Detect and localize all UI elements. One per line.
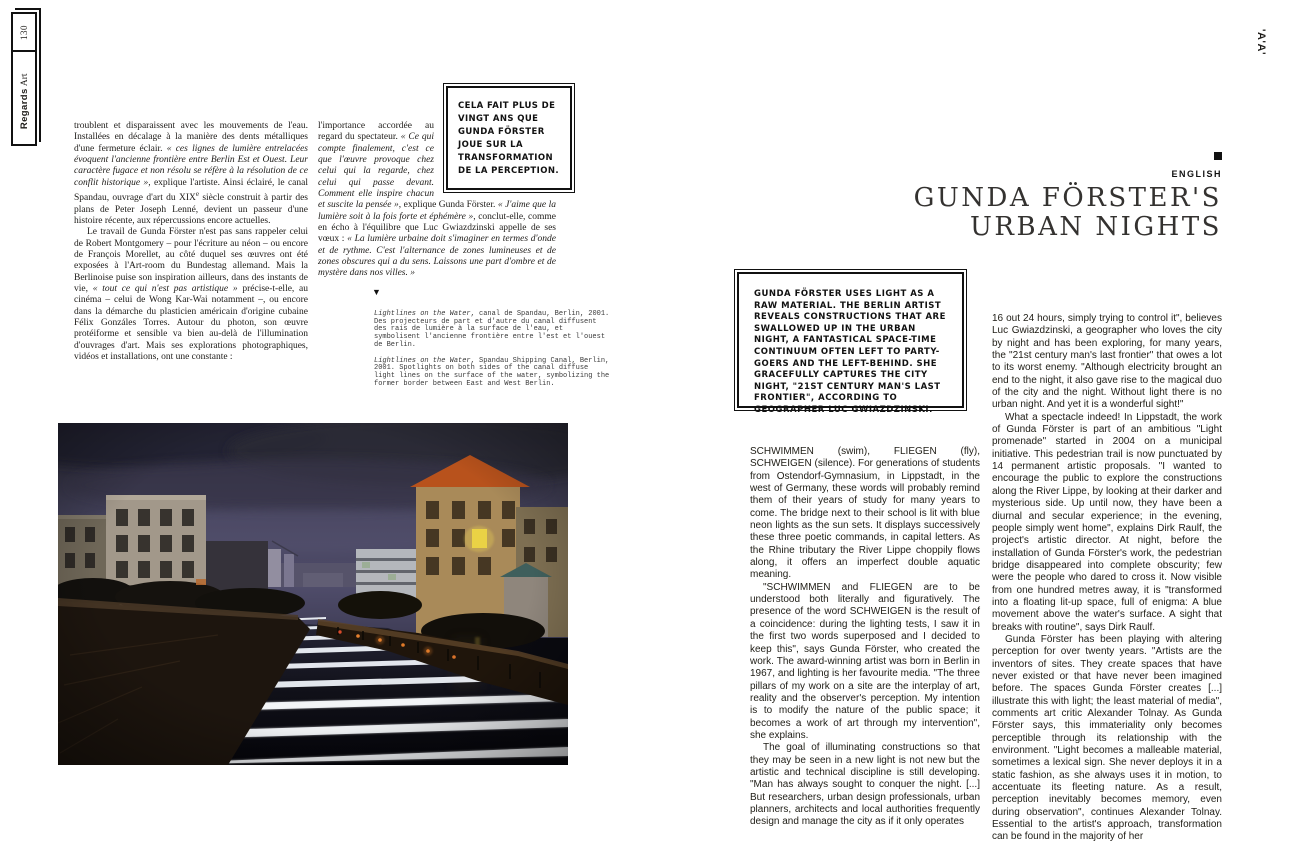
masthead-logo-text: 'A'A' [1255, 28, 1268, 56]
english-paragraph: The goal of illuminating constructions so that they may be seen in a new light is not new but the artistic and technical discipline is still developing. "Man has always sought to conquer the night. [...] But researchers, urban design professionals, urban planners, architects and local authorities frequently design and manage the city as if it only operates [750, 742, 980, 828]
french-column-1 [74, 121, 308, 363]
caption-marker-icon: ▼ [372, 287, 381, 297]
english-section-marker-icon [1214, 152, 1222, 160]
french-pull-quote-text: CELA FAIT PLUS DE VINGT ANS QUE GUNDA FÖRSTER JOUE SUR LA TRANSFORMATION DE LA PERCEPTION. [458, 101, 559, 176]
caption-french: Lightlines on the Water, canal de Spandau, Berlin, 2001. Des projecteurs de part et d'autre du canal diffusent des rais de lumière à la surface de l'eau, et symbolisent l'ancienne frontière entre l'est et l'ouest de Berlin. [374, 310, 610, 349]
canal-night-photo [58, 423, 568, 765]
english-section-flag [1171, 152, 1222, 182]
english-column-1 [750, 446, 980, 829]
photo-caption [374, 311, 610, 388]
english-paragraph: Gunda Förster has been playing with altering perception for over twenty years. "Artists are the inventors of sites. They create spaces that have never existed or that have never been imagined before. The spaces Gunda Förster creates [...] illustrate this with light; the least material of media", comments art critic Alexander Tolnay. As Gunda Förster says, this immateriality only becomes perceptible through its relationship with the environment. "Light becomes a malleable material, sometimes a lexical sign. She never deploys it in a static fashion, as she always uses it in motion, to accentuate its fleeting nature. As a result, perception inevitably becomes memory, even during observation", continues Alexander Tolnay. Essential to the artist's approach, transformation can be found in the majority of her [992, 633, 1222, 842]
english-pull-quote-text: GUNDA FÖRSTER USES LIGHT AS A RAW MATERIAL. THE BERLIN ARTIST REVEALS CONSTRUCTIONS THAT ARE SWALLOWED UP IN THE URBAN NIGHT, A FANTASTICAL SPACE-TIME CONTINUUM OFTEN LEFT TO PARTY-GOERS AND THE LEFT-BEHIND. SHE GRACEFULLY CAPTURES THE CITY NIGHT, "21ST CENTURY MAN'S LAST FRONTIER", ACCORDING TO GEOGRAPHER LUC GWIAZDZINSKI. [754, 289, 946, 415]
english-paragraph: 16 out 24 hours, simply trying to control it", believes Luc Gwiazdzinski, a geographer who loves the city by night and has been exploring, for many years, the "21st century man's last frontier" that owes a lot to its worst enemy. "Although electricity brought an end to the night, it also gave rise to the magical duo of the city and the night. Without light there is no urban night. And yet it is a wonderful sight!" [992, 313, 1222, 411]
article-title-line2: URBAN NIGHTS [969, 212, 1222, 242]
english-section-label: ENGLISH [1171, 169, 1222, 179]
french-paragraph: troublent et disparaissent avec les mouvements de l'eau. Installées en décalage à la manière des dents métalliques d'une fermeture éclair. « ces lignes de lumière entrelacées évoquent l'ancienne frontière entre Berlin Est et Ouest. Leur caractère fugace et non résolu se réfère à la résolution de ce conflit historique », explique l'artiste. Ainsi éclairé, le canal Spandau, ouvrage d'art du XIXe siècle construit à partir des plans de Peter Joseph Lenné, devient un passeur d'une histoire récente, aux répercussions encore actuelles. [74, 121, 308, 226]
english-paragraph: What a spectacle indeed! In Lippstadt, the work of Gunda Förster is part of an ambitious "Light promenade" started in 2004 on a municipal initiative. This pedestrian trail is now punctuated by 14 permanent artistic proposals. "I wanted to encourage the public to explore the constructions along the River Lippe, by looking at their darker and mysterious side. Up until now, they have been a diurnal and secular experience; in the evening, people simply went home", explains Dirk Raulf, the project's artistic director. At night, before the installation of Gunda Förster's work, the pedestrian bridge disappeared into complete obscurity; few were the people who dared to cross it. Now visible from one hundred metres away, it is "transformed into a floating lit-up space, full of enigma: A blue movement above the water's surface. A sight that breaks with routine", says Dirk Raulf. [992, 411, 1222, 633]
page-margin-tab [11, 12, 37, 146]
english-pull-quote-box [737, 272, 964, 415]
masthead-logo [1248, 24, 1272, 56]
english-paragraph: SCHWIMMEN (swim), FLIEGEN (fly), SCHWEIGEN (silence). For generations of students from Ostendorf-Gymnasium, in Lippstadt, in the west of Germany, these words will probably remind them of their years of study for many years to come. The bridge next to their school is lit with blue neon lights as the sun sets. It displays successively these three poetic commands, in capital letters. As the Rhine tributary the River Lippe choppily flows along, it offers an imperfect double aquatic meaning. [750, 446, 980, 581]
caption-english: Lightlines on the Water, Spandau Shipping Canal, Berlin, 2001. Spotlights on both sides of the canal diffuse light lines on the surface of the water, symbolizing the former border between East and West Berlin. [374, 356, 610, 388]
section-label: Regards [18, 88, 30, 130]
canal-night-photo-illustration [58, 423, 568, 765]
english-paragraph: "SCHWIMMEN and FLIEGEN are to be understood both literally and figuratively. The presence of the word SCHWEIGEN is the result of a coincidence: during the lighting tests, I saw it in the first two words superposed and I decided to keep this", says Gunda Förster, who created the work. The award-winning artist was born in Berlin in 1967, and lighting is her favourite media. "The three pillars of my work on a site are the interplay of art, reality and the observer's perception. My intention is to modify the nature of the public space; it becomes a work of art through my intervention", she explains. [750, 581, 980, 741]
article-title-line1: GUNDA FÖRSTER'S [913, 183, 1222, 213]
page-number: 130 [19, 24, 29, 40]
french-pull-quote-box [446, 86, 572, 190]
page-number-box [13, 14, 35, 52]
section-box [13, 52, 35, 144]
french-paragraph: l'importance accordée au regard du spectateur. « Ce qui compte finalement, c'est ce que l'œuvre provoque chez celui qui la regarde, chez celui qui passe devant. Comment elle inspire chacun et suscite la pensée », explique Gunda Förster. « J'aime que la lumière soit à la fois forte et éphémère », conclut-elle, comme en écho à l'équilibre que Luc Gwiazdzinski appelle de ses vœux : « La lumière urbaine doit s'imaginer en termes d'onde et de rythme. C'est l'alternance de zones lumineuses et de zones obscures qui a du sens. Laissons une part d'ombre et de mystère dans nos villes. » [318, 121, 557, 279]
category-label: Art [19, 73, 30, 87]
english-column-2 [992, 313, 1222, 842]
french-paragraph: Le travail de Gunda Förster n'est pas sans rappeler celui de Robert Montgomery – pour l'écriture au néon – ou encore de François Morellet, au côté duquel ses œuvres ont été exposées à l'Art-room du Bundestag allemand. Mais la Berlinoise puise son inspiration ailleurs, dans des instants de vie, « tout ce qui n'est pas artistique » précise-t-elle, au cinéma – celui de Wong Kar-Wai notamment –, ou encore dans la démarche du plasticien américain d'origine cubaine Félix Gonzáles Torres. Autour du photon, son œuvre protéiforme et sensible va bien au-delà de l'illumination d'ouvrages d'art. Mais ses explorations photographiques, vidéos et installations, ont une constante : [74, 227, 309, 363]
article-title [702, 184, 1222, 242]
